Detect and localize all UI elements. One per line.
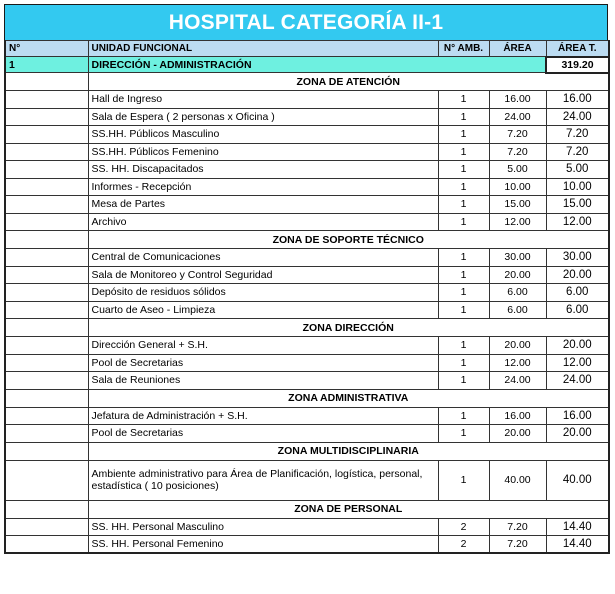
table-row	[5, 518, 609, 536]
amb-count-cell: 1	[438, 196, 489, 214]
amb-count-cell: 1	[438, 266, 489, 284]
area-total-cell: 40.00	[546, 460, 609, 500]
unit-name-cell: Mesa de Partes	[88, 196, 438, 214]
blank-cell	[5, 407, 88, 425]
area-total-cell: 20.00	[546, 337, 609, 355]
table-row	[5, 249, 609, 267]
zone-header-row	[5, 389, 609, 407]
unit-name-cell: Central de Comunicaciones	[88, 249, 438, 267]
blank-cell	[5, 161, 88, 179]
zone-title: ZONA DE ATENCIÓN	[88, 73, 609, 91]
unit-name-cell: Cuarto de Aseo - Limpieza	[88, 301, 438, 319]
zone-header-row	[5, 319, 609, 337]
table-row	[5, 372, 609, 390]
unit-name-cell: Sala de Monitoreo y Control Seguridad	[88, 266, 438, 284]
admin-num: 1	[5, 57, 88, 73]
zone-title: ZONA ADMINISTRATIVA	[88, 389, 609, 407]
area-total-cell: 16.00	[546, 407, 609, 425]
table-row	[5, 407, 609, 425]
blank-cell	[5, 372, 88, 390]
unit-name-cell: Sala de Reuniones	[88, 372, 438, 390]
area-cell: 20.00	[489, 266, 546, 284]
blank-cell	[5, 518, 88, 536]
area-cell: 7.20	[489, 518, 546, 536]
header-area: ÁREA	[489, 41, 546, 57]
area-total-cell: 5.00	[546, 161, 609, 179]
blank-cell	[5, 319, 88, 337]
table-row	[5, 196, 609, 214]
admin-name: DIRECCIÓN - ADMINISTRACIÓN	[88, 57, 546, 73]
table-row	[5, 460, 609, 500]
area-cell: 7.20	[489, 143, 546, 161]
zone-header-row	[5, 500, 609, 518]
unit-name-cell: Pool de Secretarias	[88, 425, 438, 443]
amb-count-cell: 2	[438, 536, 489, 554]
table-row	[5, 213, 609, 231]
area-cell: 5.00	[489, 161, 546, 179]
blank-cell	[5, 354, 88, 372]
area-cell: 24.00	[489, 108, 546, 126]
area-cell: 6.00	[489, 284, 546, 302]
blank-cell	[5, 178, 88, 196]
area-total-cell: 14.40	[546, 518, 609, 536]
admin-area-t: 319.20	[546, 57, 609, 73]
area-cell: 20.00	[489, 425, 546, 443]
hospital-table-sheet	[4, 4, 608, 554]
unit-name-cell: Dirección General + S.H.	[88, 337, 438, 355]
area-cell: 7.20	[489, 536, 546, 554]
amb-count-cell: 1	[438, 126, 489, 144]
blank-cell	[5, 337, 88, 355]
area-total-cell: 6.00	[546, 284, 609, 302]
blank-cell	[5, 91, 88, 109]
area-cell: 16.00	[489, 407, 546, 425]
blank-cell	[5, 73, 88, 91]
amb-count-cell: 1	[438, 301, 489, 319]
unit-name-cell: SS. HH. Personal Masculino	[88, 518, 438, 536]
area-cell: 20.00	[489, 337, 546, 355]
area-cell: 6.00	[489, 301, 546, 319]
area-total-cell: 20.00	[546, 425, 609, 443]
table-row	[5, 536, 609, 554]
header-row	[5, 41, 609, 57]
amb-count-cell: 1	[438, 213, 489, 231]
amb-count-cell: 1	[438, 407, 489, 425]
blank-cell	[5, 126, 88, 144]
blank-cell	[5, 389, 88, 407]
amb-count-cell: 1	[438, 425, 489, 443]
amb-count-cell: 1	[438, 249, 489, 267]
blank-cell	[5, 213, 88, 231]
area-cell: 30.00	[489, 249, 546, 267]
amb-count-cell: 1	[438, 460, 489, 500]
unit-name-cell: Pool de Secretarias	[88, 354, 438, 372]
table-row	[5, 178, 609, 196]
unit-name-cell: Sala de Espera ( 2 personas x Oficina )	[88, 108, 438, 126]
unit-name-cell: Jefatura de Administración + S.H.	[88, 407, 438, 425]
unit-name-cell: Hall de Ingreso	[88, 91, 438, 109]
table-row	[5, 301, 609, 319]
area-total-cell: 14.40	[546, 536, 609, 554]
blank-cell	[5, 143, 88, 161]
amb-count-cell: 1	[438, 337, 489, 355]
table-row	[5, 126, 609, 144]
header-unidad: UNIDAD FUNCIONAL	[88, 41, 438, 57]
blank-cell	[5, 196, 88, 214]
blank-cell	[5, 284, 88, 302]
table-row	[5, 354, 609, 372]
blank-cell	[5, 249, 88, 267]
area-cell: 24.00	[489, 372, 546, 390]
table-row	[5, 108, 609, 126]
area-total-cell: 16.00	[546, 91, 609, 109]
blank-cell	[5, 266, 88, 284]
area-total-cell: 15.00	[546, 196, 609, 214]
area-total-cell: 30.00	[546, 249, 609, 267]
table-row	[5, 91, 609, 109]
area-cell: 12.00	[489, 213, 546, 231]
area-cell: 10.00	[489, 178, 546, 196]
unit-name-cell: SS.HH. Públicos Masculino	[88, 126, 438, 144]
table-row	[5, 143, 609, 161]
functional-units-table	[4, 40, 610, 554]
area-total-cell: 10.00	[546, 178, 609, 196]
blank-cell	[5, 500, 88, 518]
area-cell: 15.00	[489, 196, 546, 214]
table-row	[5, 425, 609, 443]
amb-count-cell: 1	[438, 284, 489, 302]
zone-header-row	[5, 442, 609, 460]
area-total-cell: 12.00	[546, 213, 609, 231]
area-cell: 7.20	[489, 126, 546, 144]
area-total-cell: 24.00	[546, 372, 609, 390]
amb-count-cell: 1	[438, 372, 489, 390]
unit-name-cell: Archivo	[88, 213, 438, 231]
blank-cell	[5, 442, 88, 460]
blank-cell	[5, 301, 88, 319]
table-row	[5, 337, 609, 355]
table-row	[5, 161, 609, 179]
admin-row	[5, 57, 609, 73]
area-cell: 40.00	[489, 460, 546, 500]
zone-header-row	[5, 73, 609, 91]
amb-count-cell: 1	[438, 108, 489, 126]
amb-count-cell: 1	[438, 91, 489, 109]
blank-cell	[5, 460, 88, 500]
zone-header-row	[5, 231, 609, 249]
area-total-cell: 7.20	[546, 126, 609, 144]
blank-cell	[5, 231, 88, 249]
area-cell: 16.00	[489, 91, 546, 109]
amb-count-cell: 1	[438, 161, 489, 179]
unit-name-cell: SS. HH. Personal Femenino	[88, 536, 438, 554]
table-row	[5, 284, 609, 302]
unit-name-cell: Informes - Recepción	[88, 178, 438, 196]
amb-count-cell: 1	[438, 143, 489, 161]
unit-name-cell: SS.HH. Públicos Femenino	[88, 143, 438, 161]
header-namb: N° AMB.	[438, 41, 489, 57]
header-area-t: ÁREA T.	[546, 41, 609, 57]
amb-count-cell: 1	[438, 354, 489, 372]
area-total-cell: 7.20	[546, 143, 609, 161]
amb-count-cell: 1	[438, 178, 489, 196]
area-total-cell: 12.00	[546, 354, 609, 372]
zone-title: ZONA DIRECCIÓN	[88, 319, 609, 337]
zone-title: ZONA MULTIDISCIPLINARIA	[88, 442, 609, 460]
blank-cell	[5, 425, 88, 443]
area-total-cell: 6.00	[546, 301, 609, 319]
area-cell: 12.00	[489, 354, 546, 372]
header-num: N°	[5, 41, 88, 57]
unit-name-cell: Ambiente administrativo para Área de Planificación, logística, personal, estadística ( 10 posiciones)	[88, 460, 438, 500]
area-total-cell: 20.00	[546, 266, 609, 284]
area-total-cell: 24.00	[546, 108, 609, 126]
unit-name-cell: SS. HH. Discapacitados	[88, 161, 438, 179]
table-row	[5, 266, 609, 284]
zone-title: ZONA DE PERSONAL	[88, 500, 609, 518]
amb-count-cell: 2	[438, 518, 489, 536]
blank-cell	[5, 108, 88, 126]
zone-title: ZONA DE SOPORTE TÉCNICO	[88, 231, 609, 249]
table-body	[5, 57, 609, 554]
blank-cell	[5, 536, 88, 554]
table-title: HOSPITAL CATEGORÍA II-1	[4, 4, 608, 40]
unit-name-cell: Depósito de residuos sólidos	[88, 284, 438, 302]
